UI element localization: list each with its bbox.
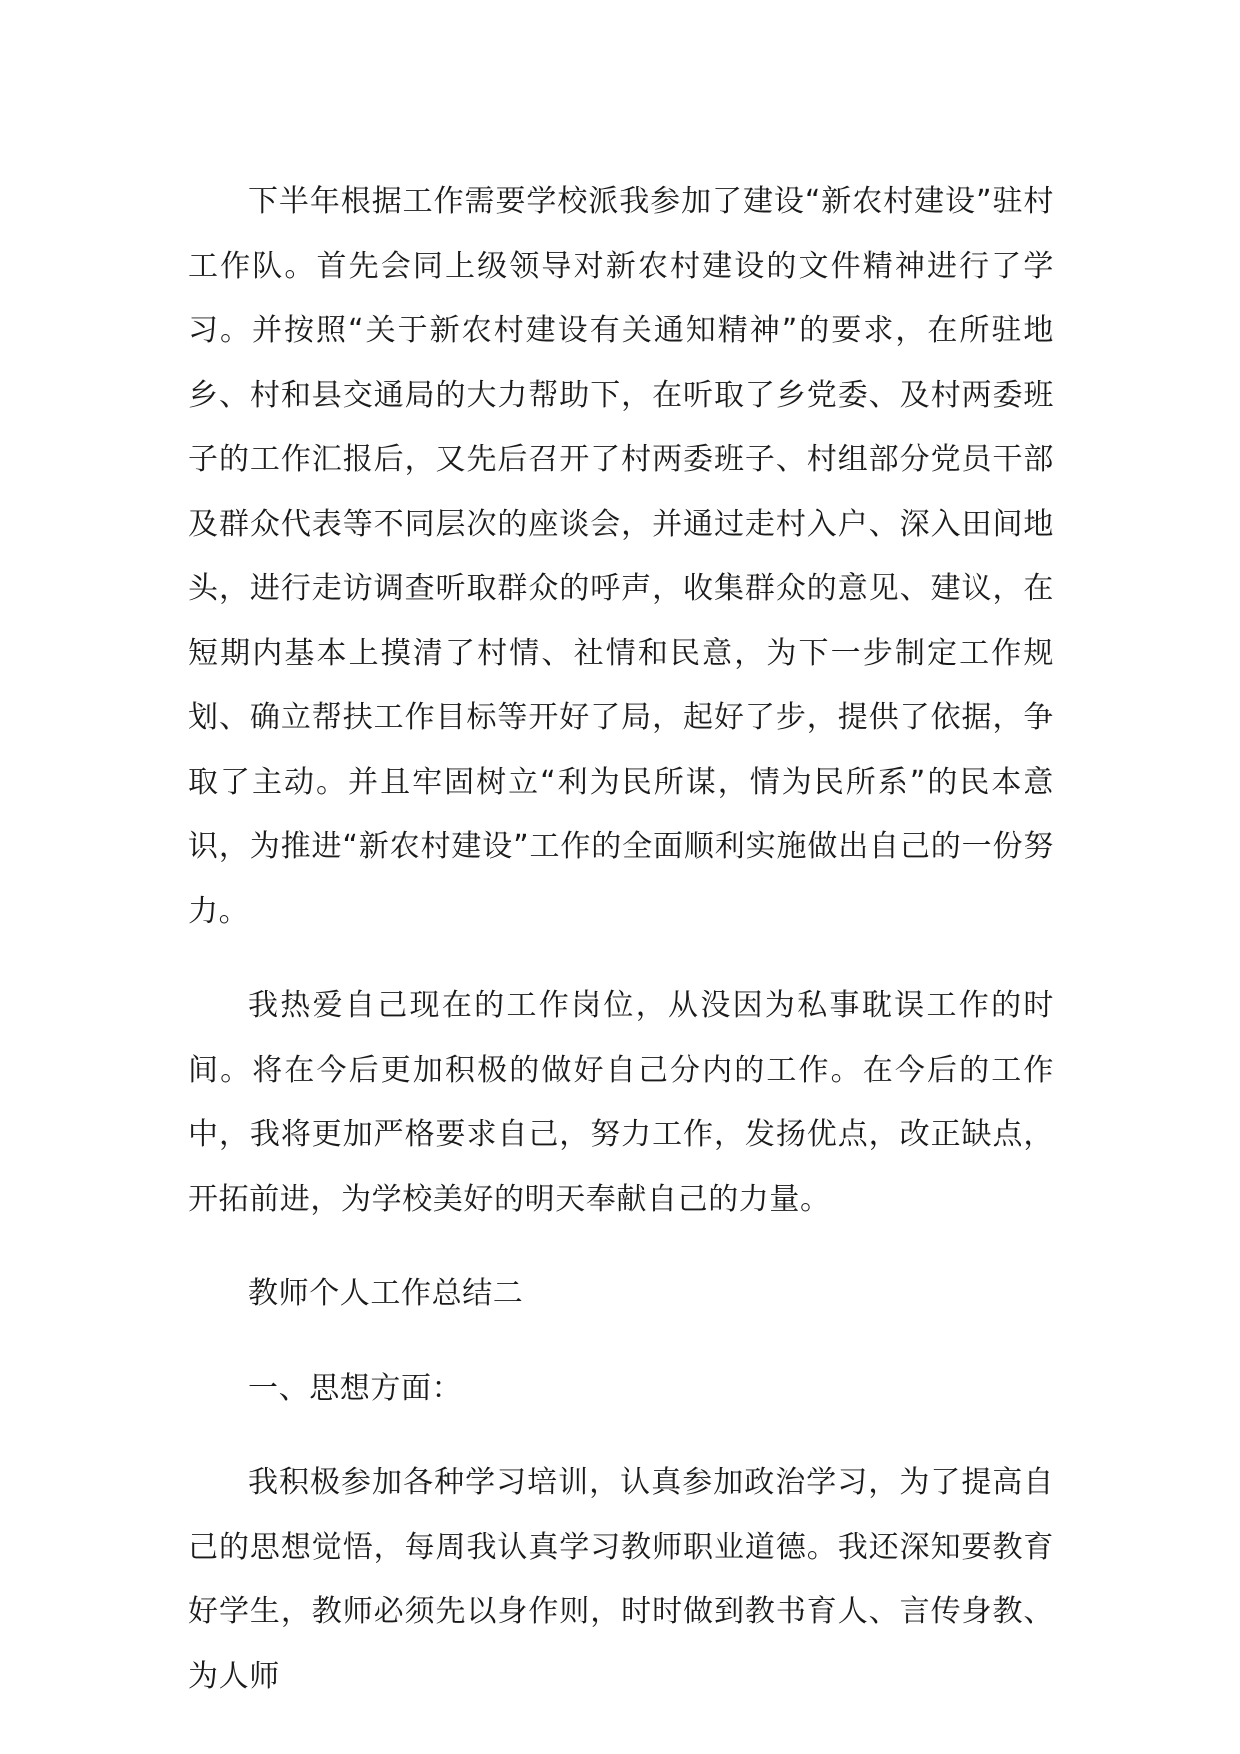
paragraph-ideology: 我积极参加各种学习培训，认真参加政治学习，为了提高自己的思想觉悟，每周我认真学习教师职业道德。我还深知要教育好学生，教师必须先以身作则，时时做到教书育人、言传身教、为人师 (188, 1465, 1054, 1694)
document-page (188, 170, 1054, 1709)
paragraph-work-attitude: 我热爱自己现在的工作岗位，从没因为私事耽误工作的时间。将在今后更加积极的做好自己分内的工作。在今后的工作中，我将更加严格要求自己，努力工作，发扬优点，改正缺点，开拓前进，为学校美好的明天奉献自己的力量。 (188, 988, 1054, 1217)
subsection-heading: 一、思想方面： (248, 1370, 463, 1406)
paragraph-village-work: 下半年根据工作需要学校派我参加了建设“新农村建设”驻村工作队。首先会同上级领导对新农村建设的文件精神进行了学习。并按照“关于新农村建设有关通知精神”的要求，在所驻地乡、村和县交通局的大力帮助下，在听取了乡党委、及村两委班子的工作汇报后，又先后召开了村两委班子、村组部分党员干部及群众代表等不同层次的座谈会，并通过走村入户、深入田间地头，进行走访调查听取群众的呼声，收集群众的意见、建议，在短期内基本上摸清了村情、社情和民意，为下一步制定工作规划、确立帮扶工作目标等开好了局，起好了步，提供了依据，争取了主动。并且牢固树立“利为民所谋，情为民所系”的民本意识，为推进“新农村建设”工作的全面顺利实施做出自己的一份努力。 (188, 184, 1054, 929)
section-title: 教师个人工作总结二 (248, 1276, 524, 1311)
